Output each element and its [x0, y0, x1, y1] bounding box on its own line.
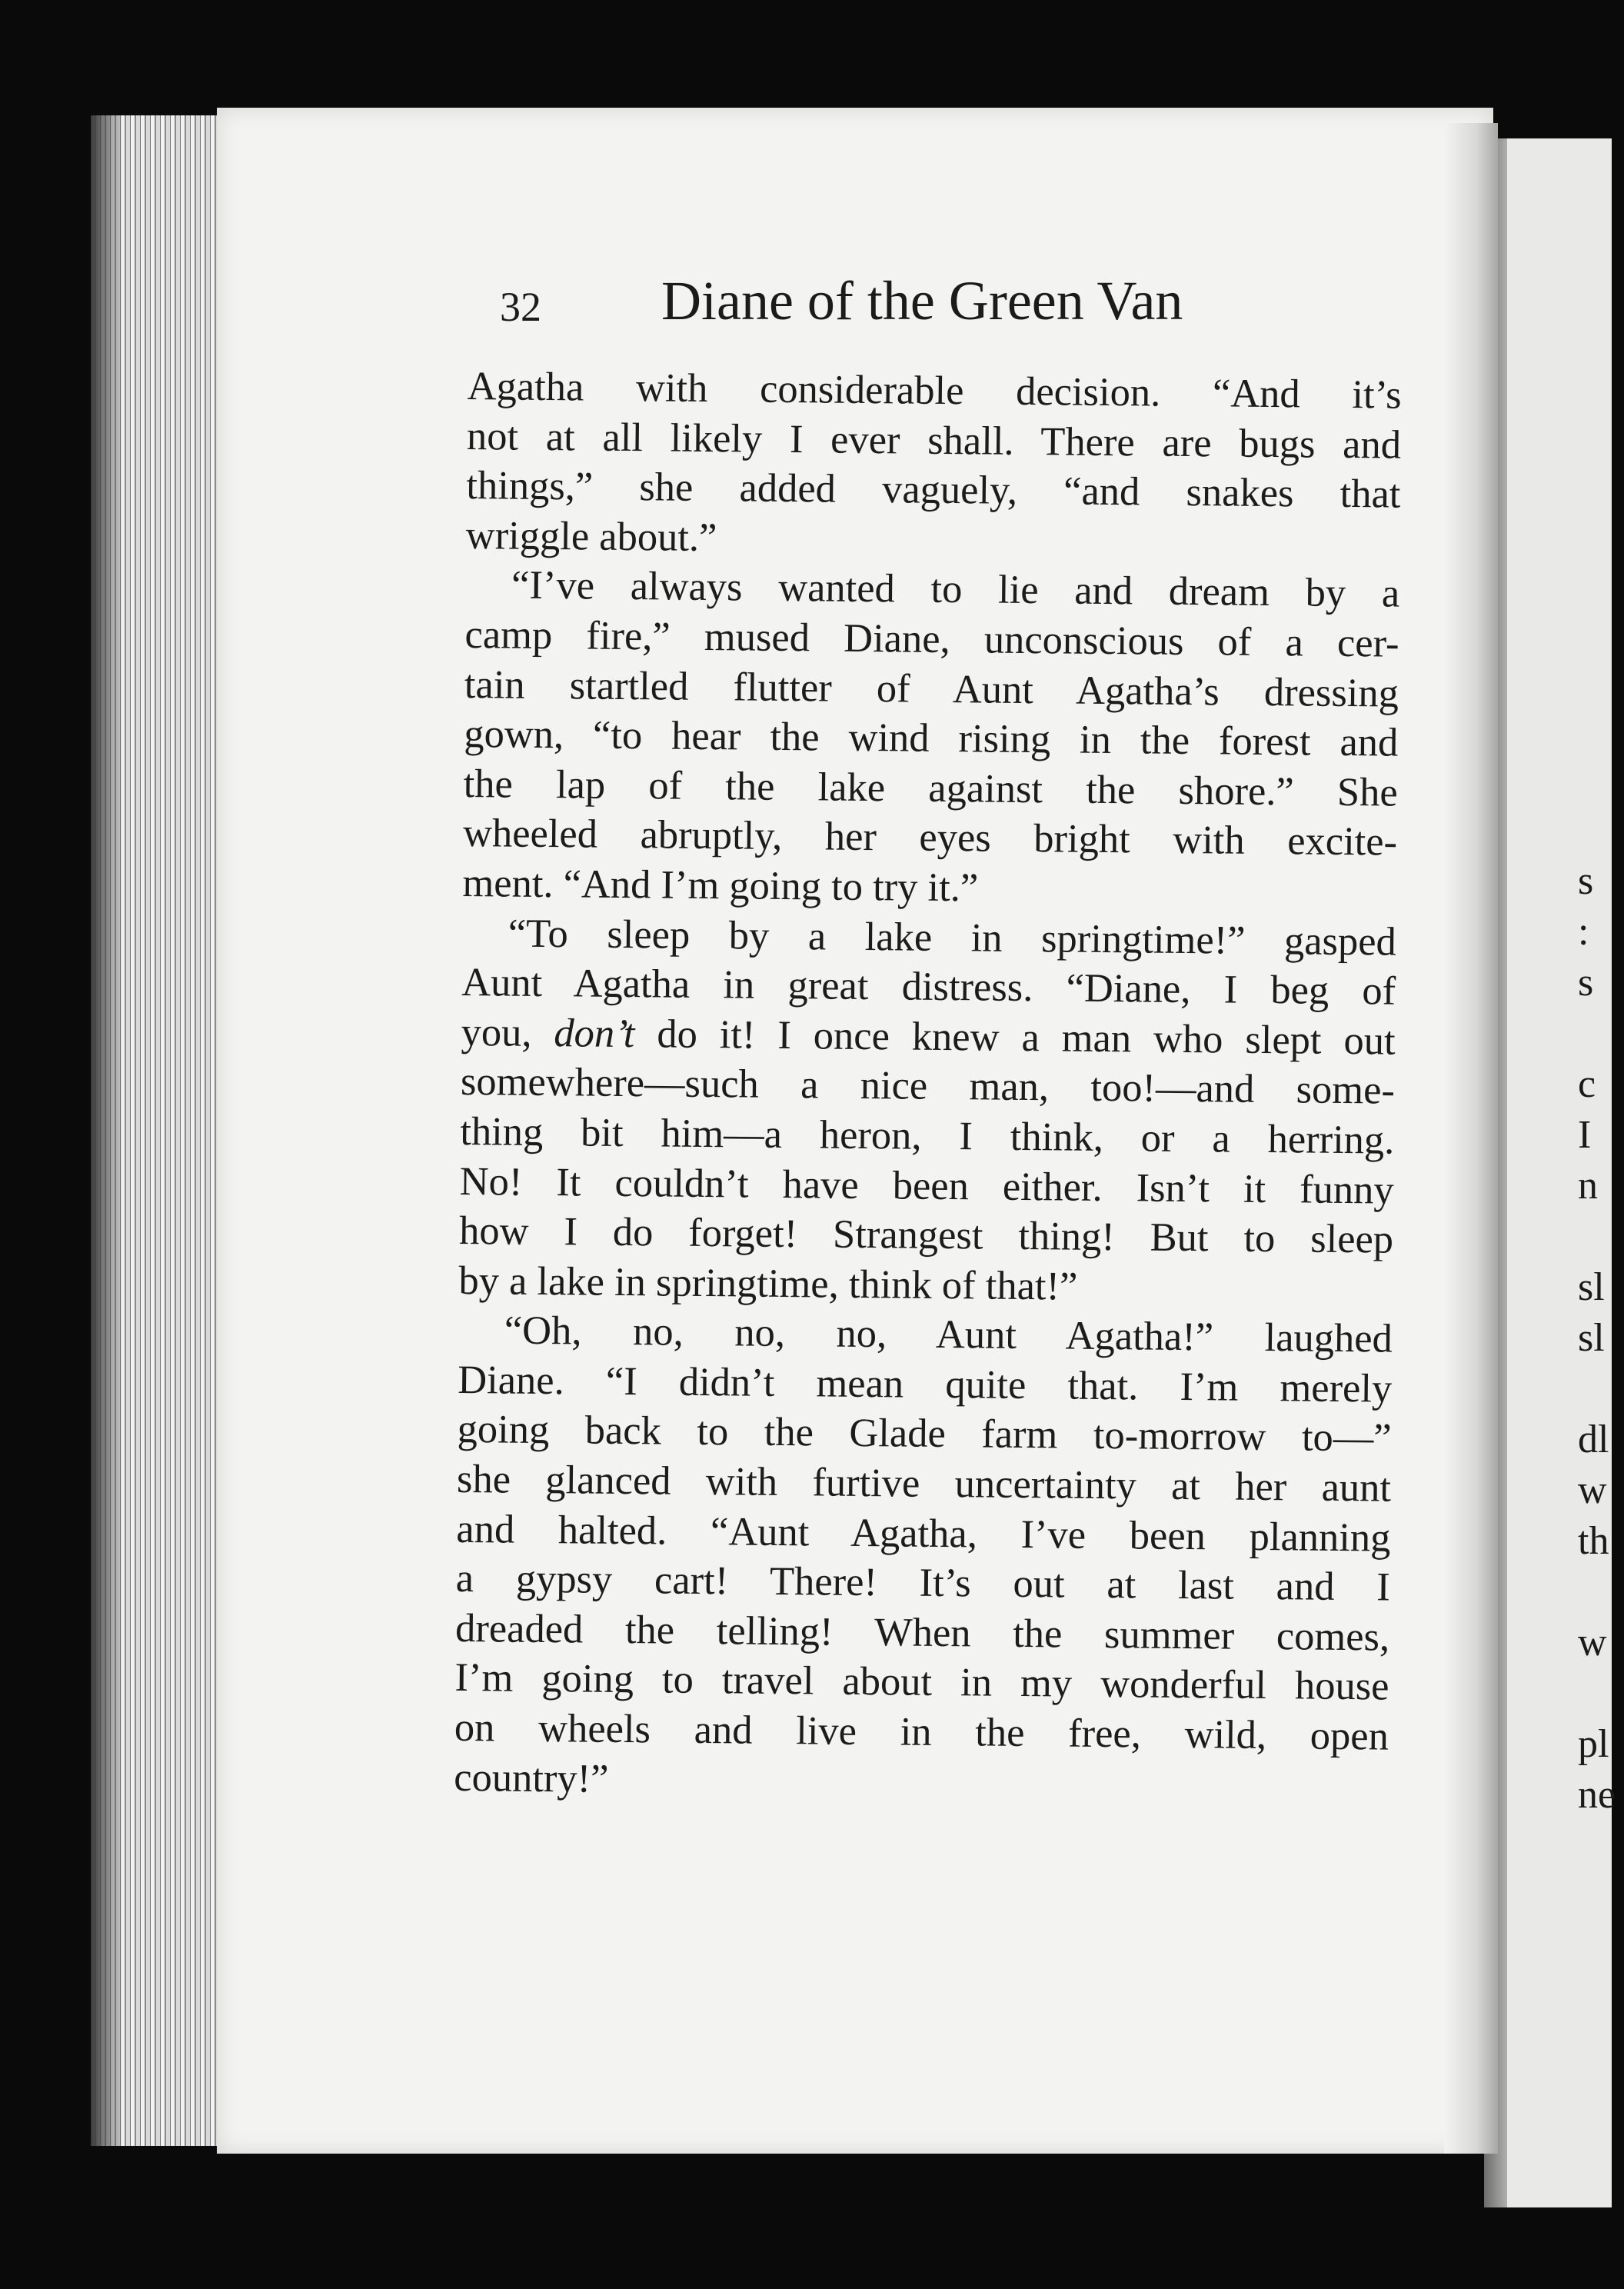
text-line: dreaded the telling! When the summer comes,: [454, 1605, 1390, 1660]
text-line: not at all likely I ever shall. There are bugs and: [466, 413, 1402, 468]
text-line: gown, “to hear the wind rising in the forest and: [464, 711, 1399, 765]
text-line: the lap of the lake against the shore.” She: [463, 761, 1398, 815]
text-line: things,” she added vaguely, “and snakes that: [466, 463, 1401, 517]
text-line: and halted. “Aunt Agatha, I’ve been planning: [456, 1506, 1391, 1561]
text-line: “To sleep by a lake in springtime!” gasped: [508, 911, 1397, 965]
facing-page-fragment: th: [1578, 1519, 1609, 1563]
text-line: she glanced with furtive uncertainty at her aunt: [456, 1456, 1392, 1511]
text-line: Aunt Agatha in great distress. “Diane, I beg of: [461, 960, 1396, 1014]
page-header: [500, 269, 1407, 354]
facing-page-fragment: pl: [1578, 1722, 1609, 1766]
text-line: ment. “And I’m going to try it.”: [462, 860, 979, 911]
facing-page-fragment: w: [1578, 1468, 1607, 1512]
text-line: by a lake in springtime, think of that!”: [458, 1258, 1078, 1309]
running-title: Diane of the Green Van: [661, 270, 1183, 332]
text-line: “I’ve always wanted to lie and dream by a: [511, 562, 1400, 617]
facing-page-fragment: s: [1578, 859, 1594, 903]
text-line: I’m going to travel about in my wonderful house: [454, 1655, 1389, 1710]
text-line: a gypsy cart! There! It’s out at last and I: [455, 1556, 1391, 1610]
text-line: how I do forget! Strangest thing! But to sleep: [458, 1208, 1394, 1262]
facing-page-fragment: s: [1578, 961, 1594, 1005]
text-line: Diane. “I didn’t mean quite that. I’m merely: [458, 1357, 1393, 1411]
body-text: [454, 362, 1402, 1811]
text-run: do it! I once knew a man who slept out: [634, 1011, 1396, 1064]
facing-page-fragment: sl: [1578, 1316, 1605, 1360]
page-number: 32: [500, 284, 541, 330]
page-right-edge: [1444, 123, 1498, 2154]
text-line: country!”: [454, 1754, 609, 1801]
italic-word: don’t: [554, 1010, 635, 1056]
text-line: No! It couldn’t have been either. Isn’t it funny: [459, 1158, 1394, 1213]
facing-page-fragment: c: [1578, 1062, 1596, 1106]
facing-page-fragment: w: [1578, 1621, 1607, 1664]
text-run: you,: [461, 1009, 554, 1055]
facing-page-fragment: ne: [1578, 1773, 1616, 1817]
facing-page-fragment: I: [1578, 1113, 1592, 1157]
text-line: tain startled flutter of Aunt Agatha’s dressing: [464, 661, 1399, 716]
text-line: “Oh, no, no, no, Aunt Agatha!” laughed: [504, 1308, 1393, 1361]
text-line: somewhere—such a nice man, too!—and some-: [460, 1059, 1396, 1113]
page-edge-shadow: [91, 115, 121, 2146]
facing-page-fragment: sl: [1578, 1265, 1605, 1309]
facing-page-fragment: :: [1578, 910, 1589, 954]
text-line: Agatha with considerable decision. “And it’s: [467, 363, 1402, 418]
facing-page-fragment: dl: [1578, 1418, 1609, 1461]
text-line-with-italic: [461, 1008, 1396, 1066]
text-line: going back to the Glade farm to-morrow to—”: [457, 1407, 1392, 1461]
text-line: camp fire,” mused Diane, unconscious of a cer-: [464, 611, 1399, 666]
text-line: on wheels and live in the free, wild, open: [454, 1704, 1389, 1759]
text-line: wheeled abruptly, her eyes bright with excite-: [462, 811, 1398, 865]
text-line: wriggle about.”: [465, 512, 717, 560]
text-line: thing bit him—a heron, I think, or a herring.: [460, 1108, 1395, 1163]
facing-page-fragment: n: [1578, 1164, 1598, 1208]
